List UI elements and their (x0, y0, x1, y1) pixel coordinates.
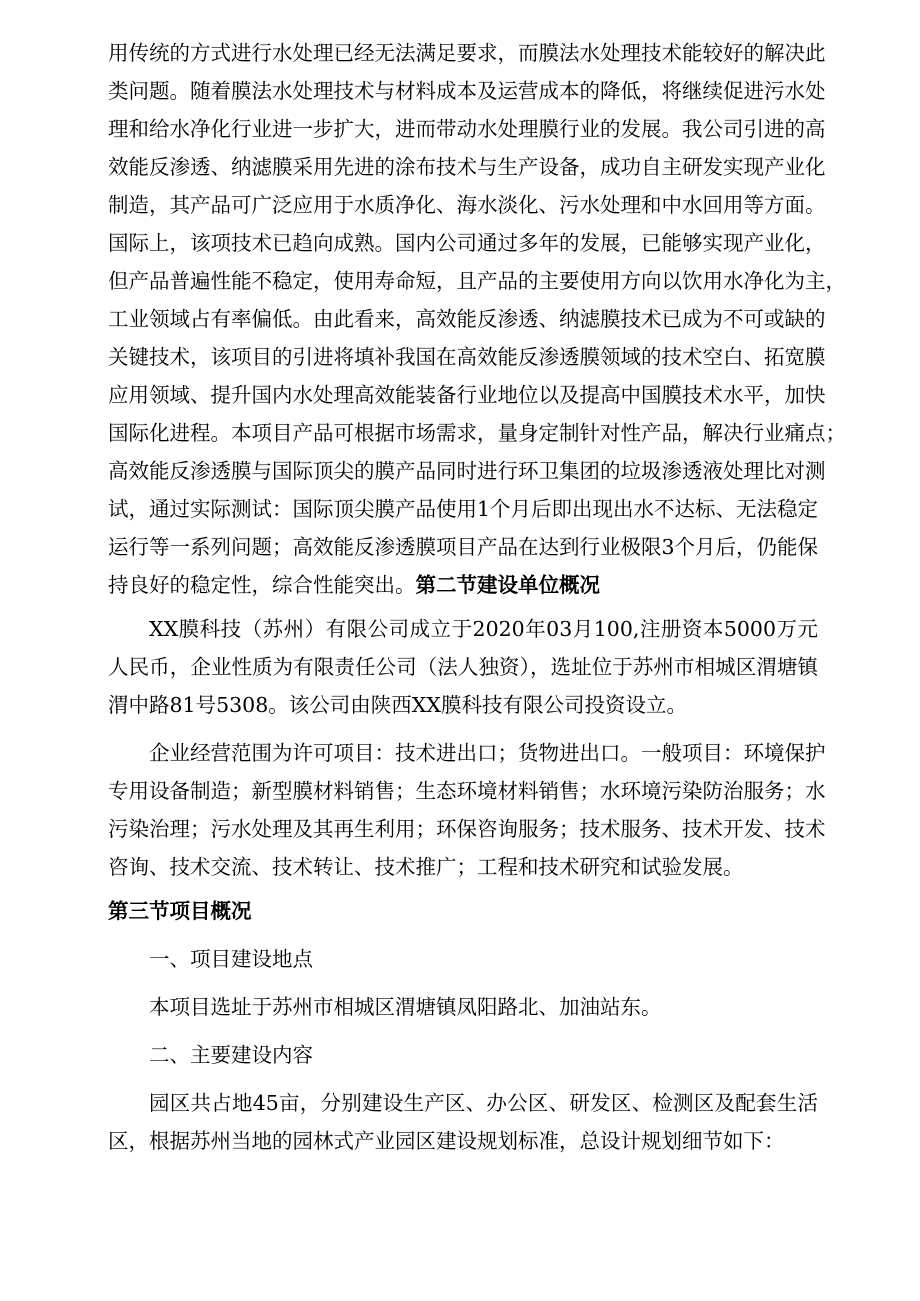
text-line: XX膜科技（苏州）有限公司成立于2020年03月100,注册资本5000万元 (149, 617, 818, 641)
text-line: 试，通过实际测试：国际顶尖膜产品使用1个月后即出现出水不达标、无法稳定 (108, 497, 819, 521)
text-line: 咨询、技术交流、技术转让、技术推广；工程和技术研究和试验发展。 (108, 855, 744, 879)
text-line: 本项目选址于苏州市相城区渭塘镇凤阳路北、加油站东。 (149, 995, 662, 1019)
text-line: 用传统的方式进行水处理已经无法满足要求，而膜法水处理技术能较好的解决此 (108, 41, 826, 65)
subsection-heading: 一、项目建设地点 (149, 947, 313, 971)
construction-content-paragraph (108, 1084, 818, 1160)
text-line: 关键技术，该项目的引进将填补我国在高效能反渗透膜领域的技术空白、拓宽膜 (108, 345, 826, 369)
text-line: 渭中路81号5308。该公司由陕西XX膜科技有限公司投资设立。 (108, 693, 687, 717)
section1-paragraph (108, 34, 846, 604)
text-line-with-heading (108, 566, 818, 604)
document-page (108, 34, 846, 1160)
section-heading: 第三节项目概况 (108, 899, 252, 923)
text-line: 类问题。随着膜法水处理技术与材料成本及运营成本的降低，将继续促进污水处 (108, 79, 826, 103)
text-line: 效能反渗透、纳滤膜采用先进的涂布技术与生产设备，成功自主研发实现产业化 (108, 155, 826, 179)
text-line: 持良好的稳定性，综合性能突出。 (108, 573, 416, 597)
text-line: 专用设备制造；新型膜材料销售；生态环境材料销售；水环境污染防治服务；水 (108, 779, 826, 803)
text-line: 园区共占地45亩，分别建设生产区、办公区、研发区、检测区及配套生活 (149, 1091, 818, 1115)
text-line: 制造，其产品可广泛应用于水质净化、海水淡化、污水处理和中水回用等方面。 (108, 193, 826, 217)
text-line: 但产品普遍性能不稳定，使用寿命短，且产品的主要使用方向以饮用水净化为主， (108, 269, 846, 293)
subsection-heading: 二、主要建设内容 (149, 1043, 313, 1067)
text-line: 企业经营范围为许可项目：技术进出口；货物进出口。一般项目：环境保护 (149, 741, 826, 765)
business-scope-paragraph (108, 734, 826, 886)
text-line: 国际上，该项技术已趋向成熟。国内公司通过多年的发展，已能够实现产业化， (108, 231, 826, 255)
text-line: 人民币，企业性质为有限责任公司（法人独资），选址位于苏州市相城区渭塘镇 (108, 655, 818, 679)
company-overview-paragraph (108, 610, 818, 724)
text-line: 区，根据苏州当地的园林式产业园区建设规划标准，总设计规划细节如下： (108, 1129, 785, 1153)
text-line: 理和给水净化行业进一步扩大，进而带动水处理膜行业的发展。我公司引进的高 (108, 117, 826, 141)
text-line: 运行等一系列问题；高效能反渗透膜项目产品在达到行业极限3个月后，仍能保 (108, 535, 819, 559)
text-line: 污染治理；污水处理及其再生利用；环保咨询服务；技术服务、技术开发、技术 (108, 817, 826, 841)
text-line: 高效能反渗透膜与国际顶尖的膜产品同时进行环卫集团的垃圾渗透液处理比对测 (108, 459, 826, 483)
text-line: 应用领域、提升国内水处理高效能装备行业地位以及提高中国膜技术水平，加快 (108, 383, 826, 407)
text-line: 国际化进程。本项目产品可根据市场需求，量身定制针对性产品，解决行业痛点； (108, 421, 846, 445)
text-line: 工业领域占有率偏低。由此看来，高效能反渗透、纳滤膜技术已成为不可或缺的 (108, 307, 826, 331)
section-heading: 第二节建设单位概况 (415, 573, 600, 597)
